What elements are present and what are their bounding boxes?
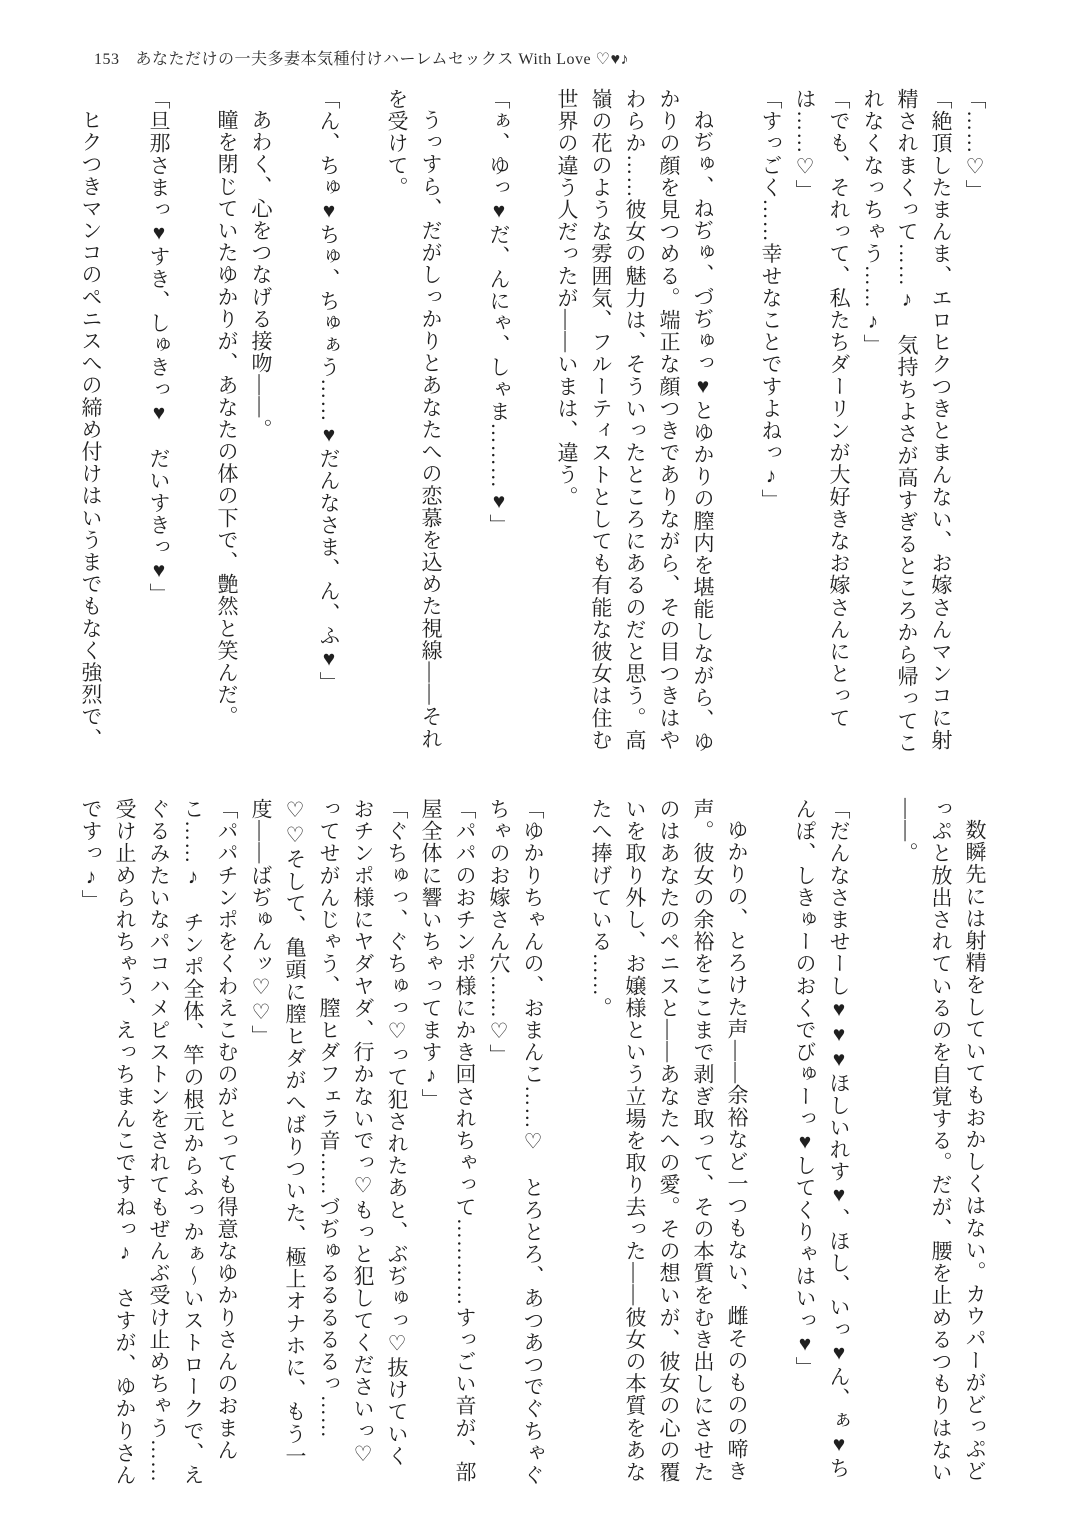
narration-paragraph: あわく、心をつなげる接吻――。 <box>249 109 273 441</box>
dialogue-paragraph: 「ぐちゅっ、ぐちゅっ♡って犯されたあと、ぶぢゅっ♡抜けていくおチンポ様にヤダヤダ、行かないでっ♡もっと犯してくださいっ♡ってせがんじゃう、膣ヒダフェラ音……づぢゅるるるるるっ……♡♡そして、亀頭に膣ヒダがへばりついた、極上オナホに、もう一度――ばぢゅんッ♡♡」 <box>249 798 409 1467</box>
dialogue-paragraph: 「……♡」 <box>963 88 987 202</box>
page-number: 153 <box>94 51 120 68</box>
text-block-bottom <box>74 798 992 1488</box>
narration-paragraph: ヒクつきマンコのペニスへの締め付けはいうまでもなく強烈で、 <box>79 109 103 750</box>
page-header <box>94 46 629 69</box>
dialogue-paragraph: 「すっごく……幸せなことですよねっ♪」 <box>759 88 783 511</box>
dialogue-paragraph: 「パパチンポをくわえこむのがとっても得意なゆかりさんのおまんこ……♪ チンポ全体、竿の根元からふっかぁ～いストロークで、えぐるみたいなパコハメピストンをされてもぜんぶ受け止めちゃう……受け止められちゃう、えっちまんこですねっ♪ さすが、ゆかりさんですっ♪」 <box>79 798 239 1487</box>
dialogue-paragraph: 「でも、それって、私たちダーリンが大好きなお嫁さんにとっては……♡」 <box>793 88 851 729</box>
text-block-top <box>74 88 992 756</box>
narration-paragraph: うっすら、だがしっかりとあなたへの恋慕を込めた視線――それを受けて。 <box>385 88 443 750</box>
dialogue-paragraph: 「ゆかりちゃんの、おまんこ……♡ とろとろ、あつあつでぐちゃぐちゃのお嫁さん穴……♡」 <box>487 798 545 1487</box>
dialogue-paragraph: 「パパのおチンポ様にかき回されちゃって…………すっごい音が、部屋全体に響いちゃってます♪」 <box>419 798 477 1484</box>
dialogue-paragraph: 「絶頂したまんま、エロヒクつきとまんない、お嫁さんマンコに射精されまくって……♪ 気持ちよさが高すぎるところから帰ってこれなくなっちゃう……♪」 <box>861 88 953 754</box>
dialogue-paragraph: 「旦那さまっ♥すき、しゅきっ♥ だいすきっ♥」 <box>147 88 171 606</box>
narration-paragraph: ゆかりの、とろけた声――余裕など一つもない、雌そのものの啼き声。彼女の余裕をここまで剥ぎ取って、その本質をむき出しにさせたのはあなたのペニスと――あなたへの愛。その想いが、彼女の心の覆いを取り外し、お嬢様という立場を取り去った――彼女の本質をあなたへ捧げている……。 <box>589 798 749 1484</box>
dialogue-paragraph: 「ん、ちゅ♥ちゅ、ちゅぁう……♥だんなさま、ん、ふ♥」 <box>317 88 341 694</box>
dialogue-paragraph: 「ぁ、ゆっ♥だ、んにゃ、しゃま………♥」 <box>487 88 511 536</box>
narration-paragraph: ねぢゅ、ねぢゅ、づぢゅっ♥とゆかりの膣内を堪能しながら、ゆかりの顔を見つめる。端正な顔つきでありながら、その目つきはやわらか……彼女の魅力は、そういったところにあるのだと思う。高嶺の花のような雰囲気、フルーティストとしても有能な彼女は住む世界の違う人だったが――いまは、違う。 <box>555 88 715 753</box>
narration-paragraph: 数瞬先には射精をしていてもおかしくはない。カウパーがどっぷどっぷと放出されているのを自覚する。だが、腰を止めるつもりはない――。 <box>895 798 987 1484</box>
dialogue-paragraph: 「だんなさませーし♥♥♥ほしいれす♥、ほし、いっ♥ん、ぁ♥ちんぽ、しきゅーのおくでびゅーっ♥してくりゃはいっ♥」 <box>793 798 851 1479</box>
narration-paragraph: 瞳を閉じていたゆかりが、あなたの体の下で、艶然と笑んだ。 <box>215 109 239 728</box>
running-title: あなただけの一夫多妻本気種付けハーレムセックス With Love ♡♥♪ <box>135 51 629 68</box>
